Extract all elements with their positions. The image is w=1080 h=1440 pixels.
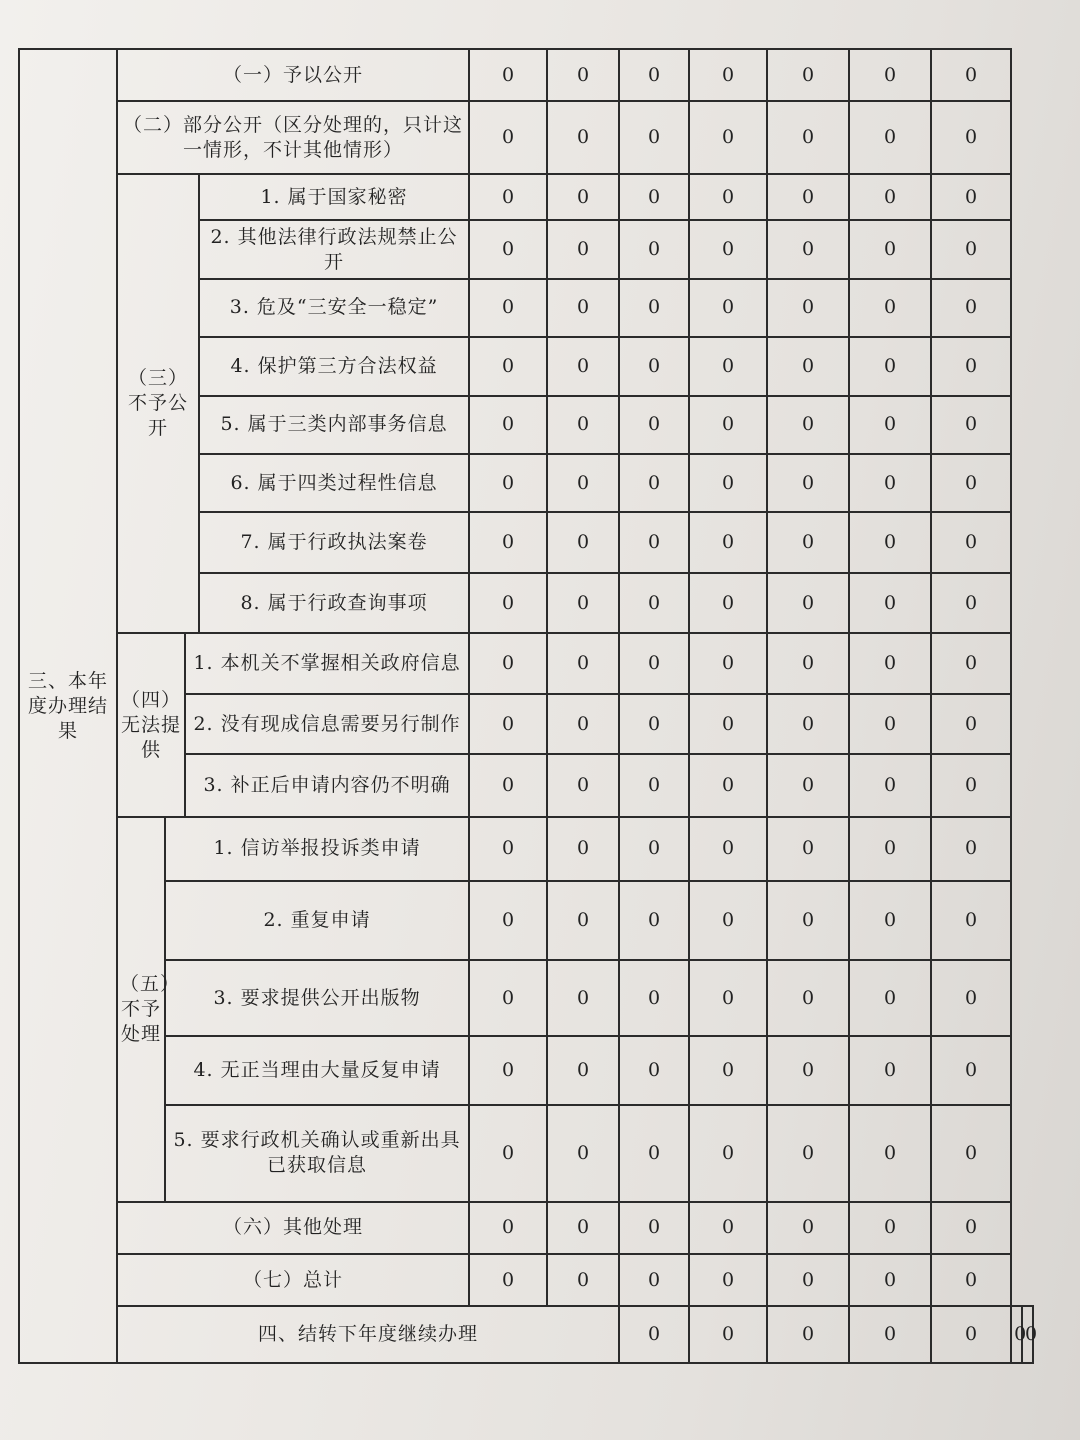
value-cell: 0 <box>689 633 767 693</box>
row-label: 5. 要求行政机关确认或重新出具已获取信息 <box>165 1105 469 1202</box>
value-cell: 0 <box>689 1105 767 1202</box>
value-cell: 0 <box>689 337 767 395</box>
row-label: 7. 属于行政执法案卷 <box>199 512 469 572</box>
row-label: 3. 补正后申请内容仍不明确 <box>185 754 469 816</box>
value-cell: 0 <box>849 512 931 572</box>
value-cell: 0 <box>767 1105 849 1202</box>
value-cell: 0 <box>619 881 689 960</box>
value-cell: 0 <box>849 279 931 337</box>
value-cell: 0 <box>767 1036 849 1105</box>
value-cell: 0 <box>931 817 1011 881</box>
value-cell: 0 <box>469 881 547 960</box>
row-label: 3. 危及“三安全一稳定” <box>199 279 469 337</box>
value-cell: 0 <box>619 512 689 572</box>
table-row <box>19 101 1033 174</box>
statistics-table <box>18 48 1038 1364</box>
value-cell: 0 <box>849 694 931 754</box>
section-three-label: 三、本年度办理结果 <box>19 49 117 1363</box>
value-cell: 0 <box>931 694 1011 754</box>
value-cell: 0 <box>931 174 1011 220</box>
value-cell: 0 <box>547 633 619 693</box>
table-row <box>19 817 1033 881</box>
value-cell: 0 <box>689 1254 767 1306</box>
value-cell: 0 <box>619 960 689 1037</box>
row-label-other: （六）其他处理 <box>117 1202 469 1254</box>
value-cell: 0 <box>469 101 547 174</box>
value-cell: 0 <box>931 1105 1011 1202</box>
value-cell: 0 <box>931 633 1011 693</box>
value-cell: 0 <box>469 633 547 693</box>
value-cell: 0 <box>469 49 547 101</box>
value-cell: 0 <box>619 337 689 395</box>
value-cell: 0 <box>689 512 767 572</box>
row-label: 1. 信访举报投诉类申请 <box>165 817 469 881</box>
row-label-publish: （一）予以公开 <box>117 49 469 101</box>
value-cell: 0 <box>547 101 619 174</box>
value-cell: 0 <box>767 754 849 816</box>
value-cell: 0 <box>469 817 547 881</box>
value-cell: 0 <box>469 1254 547 1306</box>
row-label: 2. 没有现成信息需要另行制作 <box>185 694 469 754</box>
value-cell: 0 <box>931 512 1011 572</box>
value-cell: 0 <box>547 1254 619 1306</box>
value-cell: 0 <box>767 960 849 1037</box>
table-row <box>19 49 1033 101</box>
row-label: 6. 属于四类过程性信息 <box>199 454 469 512</box>
value-cell: 0 <box>767 1202 849 1254</box>
value-cell: 0 <box>547 174 619 220</box>
table-row <box>19 633 1033 693</box>
value-cell: 0 <box>619 454 689 512</box>
value-cell: 0 <box>767 337 849 395</box>
value-cell: 0 <box>619 817 689 881</box>
value-cell: 0 <box>767 881 849 960</box>
value-cell: 0 <box>689 220 767 278</box>
value-cell: 0 <box>849 1202 931 1254</box>
value-cell: 0 <box>1022 1306 1033 1363</box>
value-cell: 0 <box>689 396 767 454</box>
value-cell: 0 <box>931 337 1011 395</box>
section-four-label: 四、结转下年度继续办理 <box>117 1306 619 1363</box>
value-cell: 0 <box>619 396 689 454</box>
value-cell: 0 <box>547 573 619 633</box>
value-cell: 0 <box>547 396 619 454</box>
row-label: 1. 本机关不掌握相关政府信息 <box>185 633 469 693</box>
group-label-cannot-provide: （四）无法提供 <box>117 633 185 816</box>
value-cell: 0 <box>619 1202 689 1254</box>
value-cell: 0 <box>469 279 547 337</box>
value-cell: 0 <box>767 49 849 101</box>
value-cell: 0 <box>469 174 547 220</box>
value-cell: 0 <box>767 573 849 633</box>
value-cell: 0 <box>849 817 931 881</box>
value-cell: 0 <box>689 1306 767 1363</box>
group-label-not-disclose: （三）不予公开 <box>117 174 199 633</box>
value-cell: 0 <box>619 1254 689 1306</box>
value-cell: 0 <box>469 694 547 754</box>
value-cell: 0 <box>547 337 619 395</box>
value-cell: 0 <box>689 1202 767 1254</box>
value-cell: 0 <box>689 754 767 816</box>
value-cell: 0 <box>849 396 931 454</box>
value-cell: 0 <box>469 454 547 512</box>
value-cell: 0 <box>619 573 689 633</box>
value-cell: 0 <box>619 694 689 754</box>
value-cell: 0 <box>619 174 689 220</box>
table-row <box>19 1105 1033 1202</box>
value-cell: 0 <box>689 694 767 754</box>
table-row <box>19 174 1033 220</box>
value-cell: 0 <box>469 960 547 1037</box>
value-cell: 0 <box>849 960 931 1037</box>
value-cell: 0 <box>547 49 619 101</box>
value-cell: 0 <box>767 512 849 572</box>
value-cell: 0 <box>689 881 767 960</box>
value-cell: 0 <box>469 573 547 633</box>
value-cell: 0 <box>767 817 849 881</box>
value-cell: 0 <box>931 220 1011 278</box>
value-cell: 0 <box>469 1036 547 1105</box>
value-cell: 0 <box>849 454 931 512</box>
table-row <box>19 1202 1033 1254</box>
row-label: 4. 保护第三方合法权益 <box>199 337 469 395</box>
value-cell: 0 <box>931 49 1011 101</box>
value-cell: 0 <box>469 1202 547 1254</box>
value-cell: 0 <box>931 881 1011 960</box>
row-label: 2. 其他法律行政法规禁止公开 <box>199 220 469 278</box>
value-cell: 0 <box>689 960 767 1037</box>
value-cell: 0 <box>547 754 619 816</box>
value-cell: 0 <box>931 960 1011 1037</box>
value-cell: 0 <box>931 396 1011 454</box>
value-cell: 0 <box>931 279 1011 337</box>
value-cell: 0 <box>849 1306 931 1363</box>
value-cell: 0 <box>849 1254 931 1306</box>
value-cell: 0 <box>547 817 619 881</box>
value-cell: 0 <box>767 1306 849 1363</box>
table-row <box>19 881 1033 960</box>
value-cell: 0 <box>689 279 767 337</box>
value-cell: 0 <box>619 633 689 693</box>
value-cell: 0 <box>547 694 619 754</box>
value-cell: 0 <box>931 101 1011 174</box>
value-cell: 0 <box>547 1036 619 1105</box>
table-row <box>19 960 1033 1037</box>
value-cell: 0 <box>547 960 619 1037</box>
value-cell: 0 <box>469 396 547 454</box>
row-label: 3. 要求提供公开出版物 <box>165 960 469 1037</box>
row-label-total: （七）总计 <box>117 1254 469 1306</box>
value-cell: 0 <box>547 512 619 572</box>
value-cell: 0 <box>547 279 619 337</box>
value-cell: 0 <box>469 512 547 572</box>
value-cell: 0 <box>849 49 931 101</box>
value-cell: 0 <box>619 279 689 337</box>
value-cell: 0 <box>619 754 689 816</box>
value-cell: 0 <box>547 454 619 512</box>
row-label: 1. 属于国家秘密 <box>199 174 469 220</box>
value-cell: 0 <box>547 881 619 960</box>
value-cell: 0 <box>931 1036 1011 1105</box>
value-cell: 0 <box>767 279 849 337</box>
value-cell: 0 <box>619 1105 689 1202</box>
value-cell: 0 <box>849 573 931 633</box>
value-cell: 0 <box>931 1254 1011 1306</box>
table-row <box>19 1306 1033 1363</box>
value-cell: 0 <box>849 1105 931 1202</box>
value-cell: 0 <box>1011 1306 1022 1363</box>
value-cell: 0 <box>849 633 931 693</box>
value-cell: 0 <box>689 174 767 220</box>
value-cell: 0 <box>469 1105 547 1202</box>
value-cell: 0 <box>767 1254 849 1306</box>
value-cell: 0 <box>689 1036 767 1105</box>
value-cell: 0 <box>689 454 767 512</box>
value-cell: 0 <box>547 220 619 278</box>
row-label: 8. 属于行政查询事项 <box>199 573 469 633</box>
row-label-partial: （二）部分公开（区分处理的，只计这一情形，不计其他情形） <box>117 101 469 174</box>
value-cell: 0 <box>931 573 1011 633</box>
value-cell: 0 <box>849 754 931 816</box>
value-cell: 0 <box>547 1202 619 1254</box>
value-cell: 0 <box>849 174 931 220</box>
value-cell: 0 <box>849 1036 931 1105</box>
value-cell: 0 <box>849 101 931 174</box>
value-cell: 0 <box>931 1306 1011 1363</box>
value-cell: 0 <box>931 1202 1011 1254</box>
row-label: 4. 无正当理由大量反复申请 <box>165 1036 469 1105</box>
value-cell: 0 <box>689 101 767 174</box>
value-cell: 0 <box>767 220 849 278</box>
value-cell: 0 <box>469 754 547 816</box>
value-cell: 0 <box>767 174 849 220</box>
value-cell: 0 <box>619 1036 689 1105</box>
table-row <box>19 1254 1033 1306</box>
value-cell: 0 <box>849 337 931 395</box>
value-cell: 0 <box>767 454 849 512</box>
value-cell: 0 <box>767 633 849 693</box>
value-cell: 0 <box>767 101 849 174</box>
value-cell: 0 <box>469 337 547 395</box>
value-cell: 0 <box>619 101 689 174</box>
value-cell: 0 <box>469 220 547 278</box>
row-label: 2. 重复申请 <box>165 881 469 960</box>
value-cell: 0 <box>547 1105 619 1202</box>
value-cell: 0 <box>619 49 689 101</box>
row-label: 5. 属于三类内部事务信息 <box>199 396 469 454</box>
value-cell: 0 <box>767 694 849 754</box>
value-cell: 0 <box>619 220 689 278</box>
value-cell: 0 <box>931 454 1011 512</box>
value-cell: 0 <box>689 49 767 101</box>
value-cell: 0 <box>849 881 931 960</box>
group-label-not-process: （五）不予处理 <box>117 817 165 1202</box>
value-cell: 0 <box>849 220 931 278</box>
value-cell: 0 <box>619 1306 689 1363</box>
table-row <box>19 1036 1033 1105</box>
value-cell: 0 <box>689 817 767 881</box>
value-cell: 0 <box>767 396 849 454</box>
value-cell: 0 <box>931 754 1011 816</box>
value-cell: 0 <box>689 573 767 633</box>
